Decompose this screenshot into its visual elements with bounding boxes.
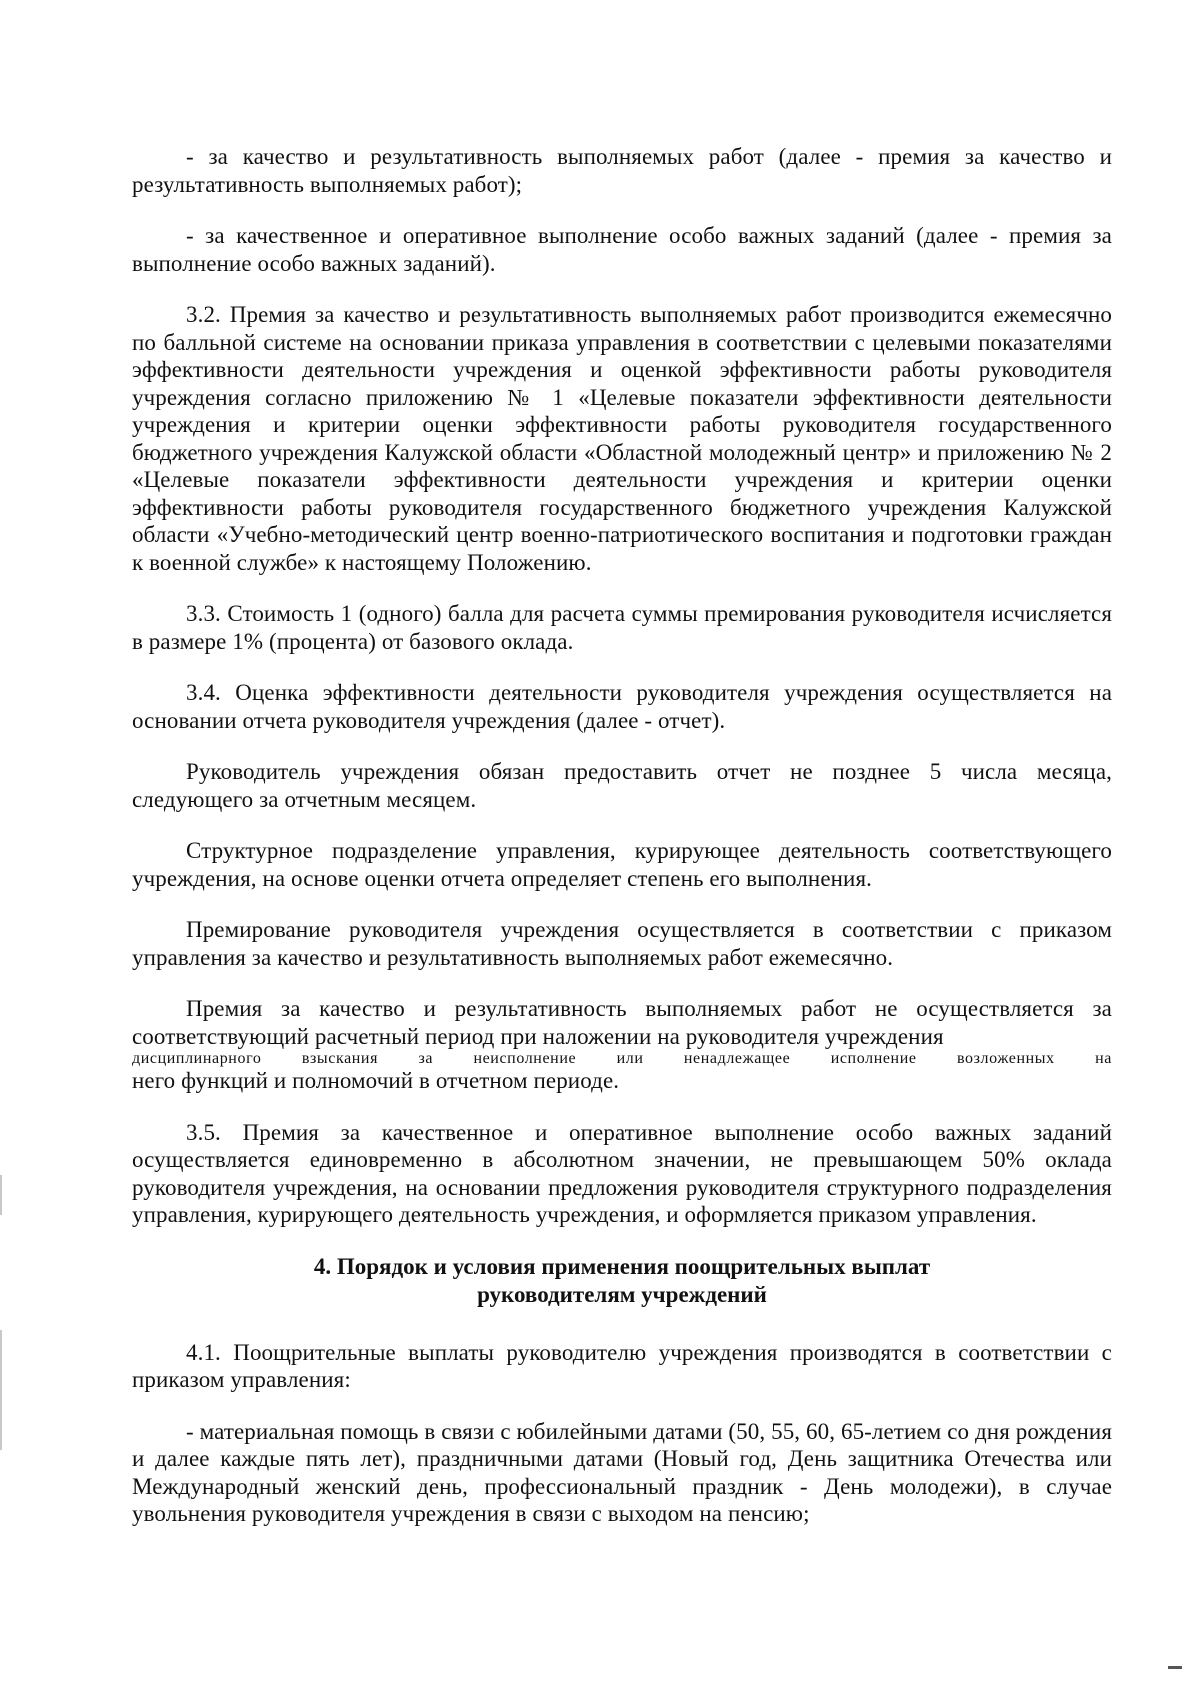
paragraph-report-deadline: Руководитель учреждения обязан предоставить отчет не позднее 5 числа месяца, следующего за отчетным месяцем. xyxy=(132,759,1112,812)
paragraph-material-aid: - материальная помощь в связи с юбилейными датами (50, 55, 60, 65-летием со дня рождения и далее каждые пять лет), праздничными датами (Новый год, День защитника Отечества или Международный женский день, профессиональный праздник - День молодежи), в случае увольнения руководителя учреждения в связи с выходом на пенсию; xyxy=(132,1418,1112,1526)
paragraph-penalty-part1: Премия за качество и результативность выполняемых работ не осуществляется за соответствующий расчетный период при наложении на руководителя учреждения xyxy=(132,996,1112,1049)
section-heading-line2: руководителям учреждений xyxy=(477,1281,767,1307)
paragraph-4-1: 4.1. Поощрительные выплаты руководителю учреждения производятся в соответствии с приказом управления: xyxy=(132,1339,1112,1392)
section-heading-4 xyxy=(132,1253,1112,1309)
paragraph-penalty-part2: него функций и полномочий в отчетном периоде. xyxy=(132,1068,620,1093)
section-heading-line1: 4. Порядок и условия применения поощрительных выплат xyxy=(313,1253,931,1279)
paragraph-premium-quality: - за качество и результативность выполняемых работ (далее - премия за качество и результативность выполняемых работ); xyxy=(132,144,1112,197)
paragraph-penalty xyxy=(132,995,1112,1095)
scan-edge-mark xyxy=(0,1330,2,1450)
document-body xyxy=(132,143,1112,1552)
paragraph-3-3: 3.3. Стоимость 1 (одного) балла для расчета суммы премирования руководителя исчисляется в размере 1% (процента) от базового оклада. xyxy=(132,601,1112,654)
paragraph-monthly-bonus: Премирование руководителя учреждения осуществляется в соответствии с приказом управления за качество и результативность выполняемых работ ежемесячно. xyxy=(132,917,1112,970)
paragraph-structural-unit: Структурное подразделение управления, курирующее деятельность соответствующего учреждения, на основе оценки отчета определяет степень его выполнения. xyxy=(132,838,1112,891)
paragraph-3-2: 3.2. Премия за качество и результативность выполняемых работ производится ежемесячно по балльной системе на основании приказа управления в соответствии с целевыми показателями эффективности деятельности учреждения и оценкой эффективности работы руководителя учреждения согласно приложению № 1 «Целевые показатели эффективности деятельности учреждения и критерии оценки эффективности работы руководителя государственного бюджетного учреждения Калужской области «Областной молодежный центр» и приложению № 2 «Целевые показатели эффективности деятельности учреждения и критерии оценки эффективности работы руководителя государственного бюджетного учреждения Калужской области «Учебно-методический центр военно-патриотического воспитания и подготовки граждан к военной службе» к настоящему Положению. xyxy=(132,302,1112,575)
scan-edge-mark xyxy=(0,1175,2,1215)
paragraph-3-5: 3.5. Премия за качественное и оперативное выполнение особо важных заданий осуществляется единовременно в абсолютном значении, не превышающем 50% оклада руководителя учреждения, на основании предложения руководителя структурного подразделения управления, курирующего деятельность учреждения, и оформляется приказом управления. xyxy=(132,1119,1112,1227)
paragraph-3-4: 3.4. Оценка эффективности деятельности руководителя учреждения осуществляется на основании отчета руководителя учреждения (далее - отчет). xyxy=(132,680,1112,733)
paragraph-premium-important-tasks: - за качественное и оперативное выполнение особо важных заданий (далее - премия за выполнение особо важных заданий). xyxy=(132,223,1112,276)
paragraph-penalty-small-line: дисциплинарного взыскания за неисполнение или ненадлежащее исполнение возложенных на xyxy=(132,1050,1112,1067)
scan-corner-mark xyxy=(1168,1666,1182,1669)
